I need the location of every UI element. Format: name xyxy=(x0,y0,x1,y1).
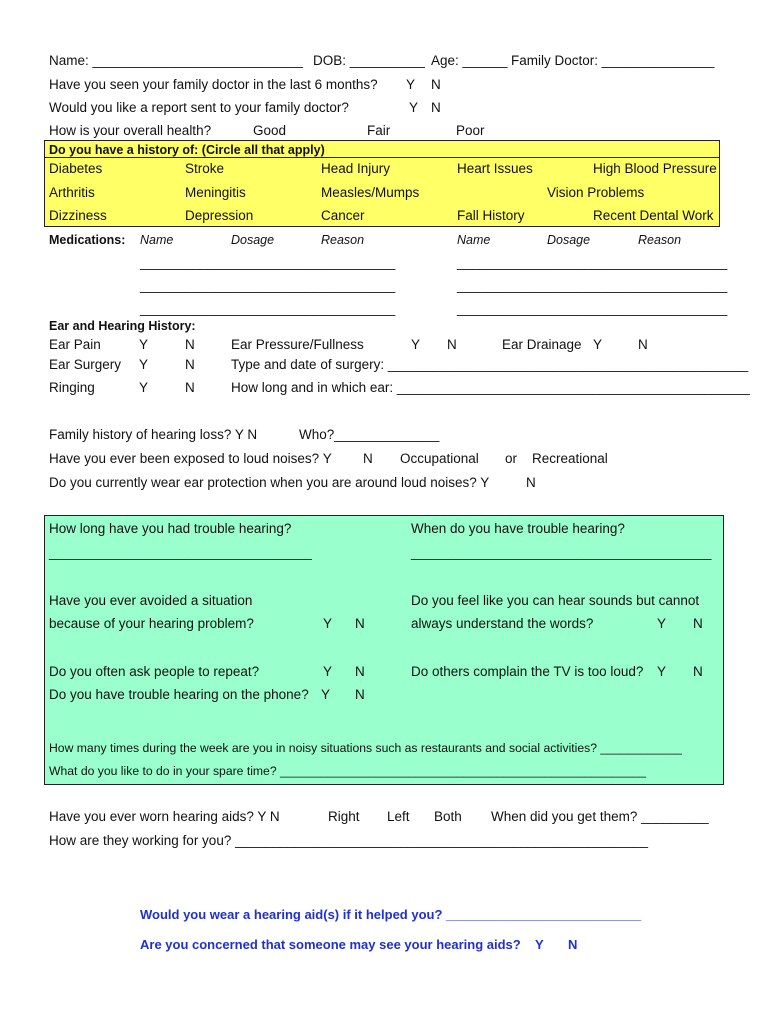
option-yes[interactable]: Y xyxy=(139,380,149,395)
name-field[interactable]: Name: ____________________________ xyxy=(49,53,303,68)
when-question: When do you have trouble hearing? xyxy=(411,521,625,536)
option-fair[interactable]: Fair xyxy=(367,123,391,138)
option-left[interactable]: Left xyxy=(387,809,410,824)
would-wear-question[interactable]: Would you wear a hearing aid(s) if it helped you? ___________________________ xyxy=(140,907,642,922)
col-reason: Reason xyxy=(321,233,365,247)
history-item[interactable]: Recent Dental Work xyxy=(593,208,714,223)
option-yes[interactable]: Y xyxy=(321,687,331,702)
option-no[interactable]: N xyxy=(693,664,703,679)
history-item[interactable]: Vision Problems xyxy=(547,185,645,200)
option-no[interactable]: N xyxy=(568,937,578,952)
worn-aids-question[interactable]: Have you ever worn hearing aids? Y N xyxy=(49,809,280,824)
option-right[interactable]: Right xyxy=(328,809,360,824)
or-label: or xyxy=(505,451,518,466)
avoided-question-cont: because of your hearing problem? xyxy=(49,616,254,631)
ear-drainage-label: Ear Drainage xyxy=(502,337,582,352)
medication-line[interactable]: __________________________________ xyxy=(140,301,396,316)
ear-pressure-label: Ear Pressure/Fullness xyxy=(231,337,364,352)
option-yes[interactable]: Y xyxy=(139,357,149,372)
medication-line[interactable]: ____________________________________ xyxy=(457,278,728,293)
option-no[interactable]: N xyxy=(185,337,195,352)
option-yes[interactable]: Y xyxy=(323,664,333,679)
option-no[interactable]: N xyxy=(363,451,373,466)
hear-question: Do you feel like you can hear sounds but cannot xyxy=(411,593,700,608)
option-poor[interactable]: Poor xyxy=(456,123,485,138)
history-item[interactable]: Diabetes xyxy=(49,161,103,176)
option-yes[interactable]: Y xyxy=(139,337,149,352)
option-no[interactable]: N xyxy=(355,616,365,631)
spare-time-question[interactable]: What do you like to do in your spare time? ______________________________________________________ xyxy=(49,764,647,778)
option-no[interactable]: N xyxy=(355,687,365,702)
ear-pain-label: Ear Pain xyxy=(49,337,101,352)
option-yes[interactable]: Y xyxy=(657,616,667,631)
age-field[interactable]: Age: ______ xyxy=(431,53,508,68)
option-yes[interactable]: Y xyxy=(411,337,421,352)
ringing-label: Ringing xyxy=(49,380,95,395)
divider xyxy=(45,157,719,158)
option-yes[interactable]: Y xyxy=(409,100,419,115)
history-item[interactable]: Heart Issues xyxy=(457,161,533,176)
protection-question: Do you currently wear ear protection when you are around loud noises? Y xyxy=(49,475,490,490)
medication-line[interactable]: __________________________________ xyxy=(140,278,396,293)
ear-surgery-label: Ear Surgery xyxy=(49,357,122,372)
repeat-question: Do you often ask people to repeat? xyxy=(49,664,260,679)
history-item[interactable]: Head Injury xyxy=(321,161,391,176)
family-doctor-field[interactable]: Family Doctor: _______________ xyxy=(511,53,715,68)
option-yes[interactable]: Y xyxy=(657,664,667,679)
col-name: Name xyxy=(457,233,491,247)
question-seen-doctor: Have you seen your family doctor in the last 6 months? xyxy=(49,77,378,92)
dob-field[interactable]: DOB: __________ xyxy=(313,53,425,68)
how-long-field[interactable]: ___________________________________ xyxy=(49,545,312,560)
medications-label: Medications: xyxy=(49,233,126,247)
avoided-question: Have you ever avoided a situation xyxy=(49,593,253,608)
option-no[interactable]: N xyxy=(638,337,648,352)
ear-history-title: Ear and Hearing History: xyxy=(49,319,196,333)
option-yes[interactable]: Y xyxy=(593,337,603,352)
option-no[interactable]: N xyxy=(431,100,441,115)
history-item[interactable]: Dizziness xyxy=(49,208,107,223)
option-no[interactable]: N xyxy=(693,616,703,631)
option-yes[interactable]: Y xyxy=(535,937,544,952)
concerned-question: Are you concerned that someone may see your hearing aids? xyxy=(140,937,521,952)
col-dosage: Dosage xyxy=(547,233,591,247)
option-no[interactable]: N xyxy=(431,77,441,92)
col-reason: Reason xyxy=(638,233,682,247)
working-field[interactable]: How are they working for you? _______________________________________________________ xyxy=(49,833,649,848)
history-item[interactable]: Stroke xyxy=(185,161,225,176)
history-item[interactable]: Measles/Mumps xyxy=(321,185,420,200)
hear-question-cont: always understand the words? xyxy=(411,616,594,631)
history-item[interactable]: High Blood Pressure xyxy=(593,161,717,176)
option-no[interactable]: N xyxy=(447,337,457,352)
col-name: Name xyxy=(140,233,174,247)
tv-question: Do others complain the TV is too loud? xyxy=(411,664,644,679)
when-got-field[interactable]: When did you get them? _________ xyxy=(491,809,709,824)
option-no[interactable]: N xyxy=(185,380,195,395)
medication-line[interactable]: ____________________________________ xyxy=(457,301,728,316)
medication-line[interactable]: __________________________________ xyxy=(140,255,396,270)
option-occupational[interactable]: Occupational xyxy=(400,451,479,466)
family-loss-question: Family history of hearing loss? Y N xyxy=(49,427,258,442)
history-item[interactable]: Meningitis xyxy=(185,185,246,200)
history-item[interactable]: Depression xyxy=(185,208,254,223)
loud-noise-question: Have you ever been exposed to loud noises? Y xyxy=(49,451,332,466)
option-yes[interactable]: Y xyxy=(323,616,333,631)
surgery-type-field[interactable]: Type and date of surgery: ________________________________________________ xyxy=(231,357,749,372)
option-recreational[interactable]: Recreational xyxy=(532,451,608,466)
history-title: Do you have a history of: (Circle all that apply) xyxy=(49,143,325,157)
who-field[interactable]: Who?______________ xyxy=(299,427,440,442)
option-both[interactable]: Both xyxy=(434,809,462,824)
history-item[interactable]: Fall History xyxy=(457,208,525,223)
col-dosage: Dosage xyxy=(231,233,275,247)
question-report: Would you like a report sent to your family doctor? xyxy=(49,100,349,115)
option-good[interactable]: Good xyxy=(253,123,287,138)
history-item[interactable]: Arthritis xyxy=(49,185,95,200)
option-no[interactable]: N xyxy=(185,357,195,372)
noisy-question[interactable]: How many times during the week are you in noisy situations such as restaurants and social activities? ____________ xyxy=(49,741,682,755)
option-no[interactable]: N xyxy=(355,664,365,679)
question-overall-health: How is your overall health? xyxy=(49,123,212,138)
medication-line[interactable]: ____________________________________ xyxy=(457,255,728,270)
history-item[interactable]: Cancer xyxy=(321,208,365,223)
how-long-question: How long have you had trouble hearing? xyxy=(49,521,292,536)
option-no[interactable]: N xyxy=(526,475,536,490)
option-yes[interactable]: Y xyxy=(406,77,416,92)
ringing-how-field[interactable]: How long and in which ear: _______________________________________________ xyxy=(231,380,750,395)
phone-question: Do you have trouble hearing on the phone? xyxy=(49,687,309,702)
when-field[interactable]: ________________________________________ xyxy=(411,545,712,560)
